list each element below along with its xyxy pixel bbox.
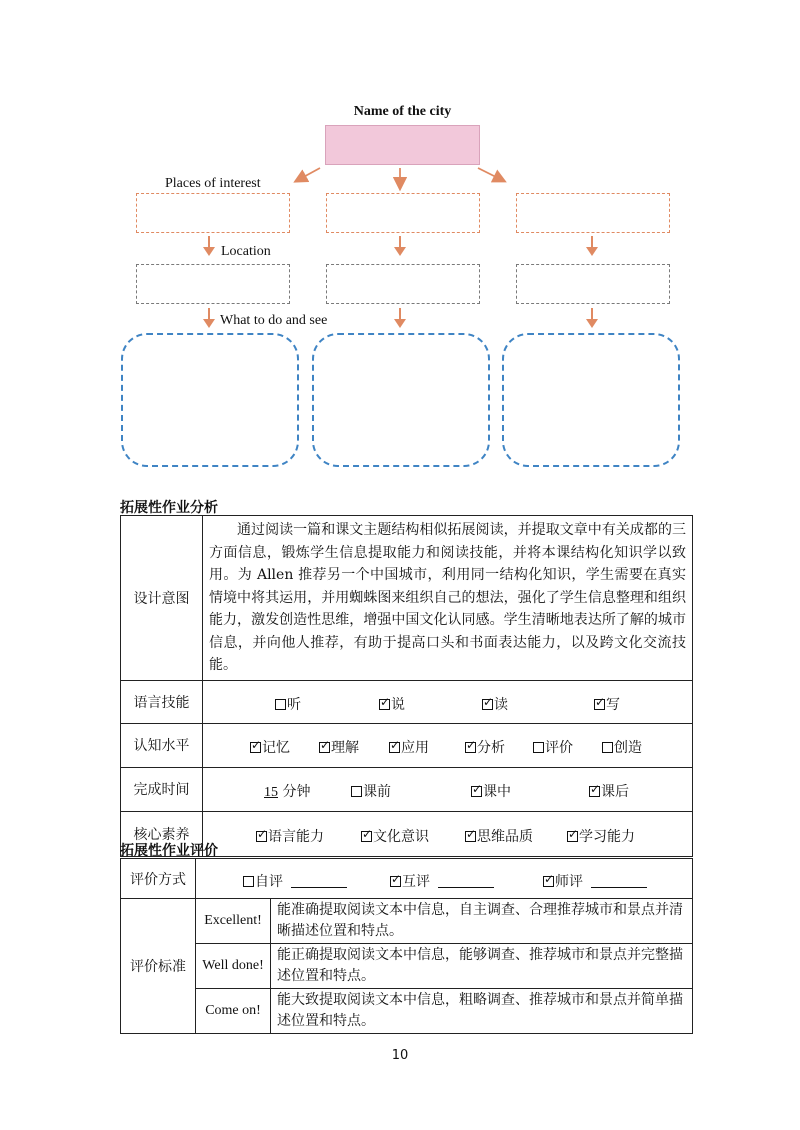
time-option[interactable]: ✓ 课后 bbox=[589, 781, 629, 801]
arrow-down-1a bbox=[208, 236, 210, 254]
method-option[interactable]: ✓ 师评 bbox=[543, 871, 647, 891]
checkbox-icon[interactable] bbox=[243, 876, 254, 887]
cognition-option[interactable]: 评价 bbox=[533, 737, 573, 757]
analysis-table bbox=[120, 515, 693, 857]
cognition-row bbox=[203, 723, 693, 767]
location-box-1[interactable] bbox=[136, 264, 290, 304]
place-box-3[interactable] bbox=[516, 193, 670, 233]
cognition-option[interactable]: ✓ 应用 bbox=[389, 737, 429, 757]
checkbox-checked-icon[interactable] bbox=[250, 742, 261, 753]
design-label: 设计意图 bbox=[121, 516, 203, 681]
checkbox-checked-icon[interactable] bbox=[465, 831, 476, 842]
signature-blank[interactable] bbox=[438, 875, 494, 888]
checkbox-checked-icon[interactable] bbox=[256, 831, 267, 842]
criteria-text: 能大致提取阅读文本中信息，粗略调查、推荐城市和景点并简单描述位置和特点。 bbox=[271, 989, 693, 1034]
checkbox-checked-icon[interactable] bbox=[482, 699, 493, 710]
checkbox-checked-icon[interactable] bbox=[361, 831, 372, 842]
skills-label: 语言技能 bbox=[121, 680, 203, 723]
checkbox-checked-icon[interactable] bbox=[567, 831, 578, 842]
signature-blank[interactable] bbox=[591, 875, 647, 888]
method-option[interactable]: 自评 bbox=[243, 871, 347, 891]
location-box-2[interactable] bbox=[326, 264, 480, 304]
location-box-3[interactable] bbox=[516, 264, 670, 304]
method-label: 评价方式 bbox=[121, 859, 196, 899]
literacy-option[interactable]: ✓ 学习能力 bbox=[567, 826, 635, 846]
places-label: Places of interest bbox=[165, 176, 261, 191]
todo-label: What to do and see bbox=[220, 313, 328, 328]
criteria-text: 能正确提取阅读文本中信息，能够调查、推荐城市和景点并完整描述位置和特点。 bbox=[271, 944, 693, 989]
method-option[interactable]: ✓ 互评 bbox=[390, 871, 494, 891]
checkbox-icon[interactable] bbox=[275, 699, 286, 710]
todo-box-3[interactable] bbox=[502, 333, 680, 467]
checkbox-icon[interactable] bbox=[602, 742, 613, 753]
checkbox-checked-icon[interactable] bbox=[465, 742, 476, 753]
cognition-label: 认知水平 bbox=[121, 723, 203, 767]
criteria-level: Come on! bbox=[196, 989, 271, 1034]
arrow-down-1b bbox=[208, 308, 210, 326]
analysis-heading: 拓展性作业分析 bbox=[120, 500, 218, 516]
checkbox-checked-icon[interactable] bbox=[543, 876, 554, 887]
checkbox-checked-icon[interactable] bbox=[389, 742, 400, 753]
time-option[interactable]: 课前 bbox=[351, 781, 391, 801]
criteria-level: Well done! bbox=[196, 944, 271, 989]
literacy-option[interactable]: ✓ 文化意识 bbox=[361, 826, 429, 846]
checkbox-checked-icon[interactable] bbox=[589, 786, 600, 797]
evaluation-table bbox=[120, 858, 693, 1034]
cognition-option[interactable]: 创造 bbox=[602, 737, 642, 757]
time-option[interactable]: ✓ 课中 bbox=[471, 781, 511, 801]
method-row bbox=[196, 859, 693, 899]
checkbox-icon[interactable] bbox=[533, 742, 544, 753]
arrow-down-2b bbox=[399, 308, 401, 326]
literacy-option[interactable]: ✓ 语言能力 bbox=[256, 826, 324, 846]
skill-option[interactable]: ✓ 说 bbox=[379, 694, 405, 714]
literacy-row bbox=[203, 811, 693, 856]
skills-row bbox=[203, 680, 693, 723]
place-box-2[interactable] bbox=[326, 193, 480, 233]
todo-box-2[interactable] bbox=[312, 333, 490, 467]
checkbox-checked-icon[interactable] bbox=[319, 742, 330, 753]
location-label: Location bbox=[221, 244, 271, 259]
checkbox-checked-icon[interactable] bbox=[390, 876, 401, 887]
evaluation-heading: 拓展性作业评价 bbox=[120, 843, 218, 859]
checkbox-icon[interactable] bbox=[351, 786, 362, 797]
literacy-label: 核心素养 bbox=[121, 811, 203, 856]
checkbox-checked-icon[interactable] bbox=[471, 786, 482, 797]
todo-box-1[interactable] bbox=[121, 333, 299, 467]
skill-option[interactable]: ✓ 写 bbox=[594, 694, 620, 714]
skill-option[interactable]: ✓ 读 bbox=[482, 694, 508, 714]
arrow-down-3a bbox=[591, 236, 593, 254]
criteria-label: 评价标准 bbox=[121, 899, 196, 1034]
design-text: 通过阅读一篇和课文主题结构相似拓展阅读，并提取文章中有关成都的三方面信息，锻炼学生信息提取能力和阅读技能，并将本课结构化知识学以致用。为 Allen 推荐另一个中国城市，利用同一结构化知识，学生需要在真实情境中将其运用，并用蜘蛛图来组织自己的想法，强化了学生信息整理和组织能力，激发创造性思维，增强中国文化认同感。学生清晰地表达所了解的城市信息，并向他人推荐，有助于提高口头和书面表达能力，以及跨文化交流技能。 bbox=[203, 516, 693, 681]
signature-blank[interactable] bbox=[291, 875, 347, 888]
arrow-left bbox=[298, 168, 320, 180]
arrow-down-2a bbox=[399, 236, 401, 254]
cognition-option[interactable]: ✓ 分析 bbox=[465, 737, 505, 757]
time-label: 完成时间 bbox=[121, 767, 203, 811]
skill-option[interactable]: 听 bbox=[275, 694, 301, 714]
time-duration: 15 分钟 bbox=[264, 783, 311, 800]
arrow-down-3b bbox=[591, 308, 593, 326]
literacy-option[interactable]: ✓ 思维品质 bbox=[465, 826, 533, 846]
city-name-box[interactable] bbox=[325, 125, 480, 165]
place-box-1[interactable] bbox=[136, 193, 290, 233]
criteria-text: 能准确提取阅读文本中信息，自主调查、合理推荐城市和景点并清晰描述位置和特点。 bbox=[271, 899, 693, 944]
cognition-option[interactable]: ✓ 记忆 bbox=[250, 737, 290, 757]
time-minutes[interactable]: 15 bbox=[264, 784, 278, 800]
cognition-option[interactable]: ✓ 理解 bbox=[319, 737, 359, 757]
page-number: 10 bbox=[391, 1048, 409, 1063]
diagram-title: Name of the city bbox=[353, 104, 452, 119]
criteria-level: Excellent! bbox=[196, 899, 271, 944]
checkbox-checked-icon[interactable] bbox=[379, 699, 390, 710]
checkbox-checked-icon[interactable] bbox=[594, 699, 605, 710]
time-row bbox=[203, 767, 693, 811]
arrow-right bbox=[478, 168, 502, 180]
